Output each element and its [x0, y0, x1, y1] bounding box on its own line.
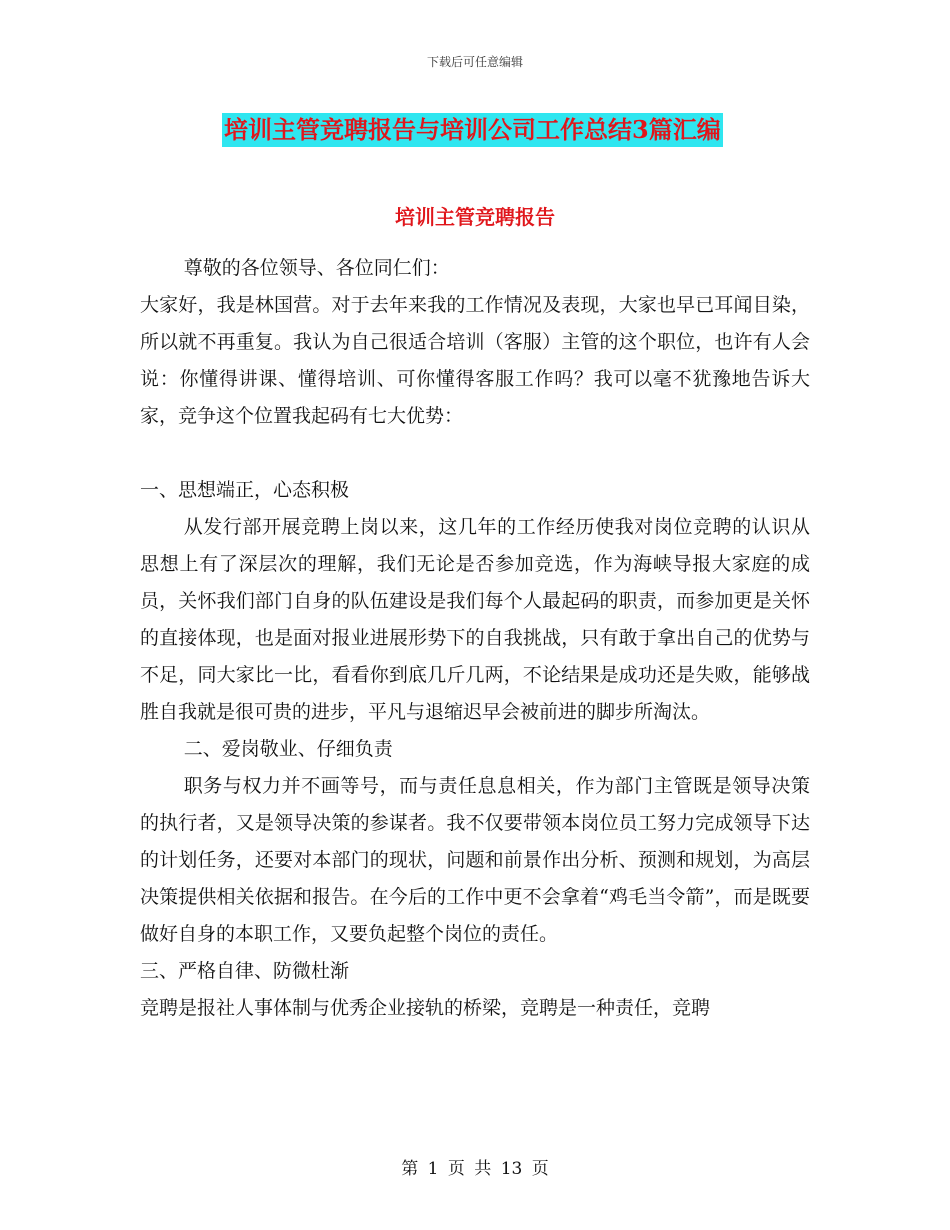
- document-title: 培训主管竞聘报告与培训公司工作总结3篇汇编: [222, 113, 723, 147]
- heading-point-2: 二、爱岗敬业、仔细负责: [183, 738, 393, 760]
- paragraph-intro: 大家好，我是林国营。对于去年来我的工作情况及表现，大家也早已耳闻目染，所以就不再重复。我认为自己很适合培训（客服）主管的这个职位，也许有人会说：你懂得讲课、懂得培训、可你懂得客服工作吗？我可以毫不犹豫地告诉大家，竞争这个位置我起码有七大优势：: [140, 294, 810, 427]
- body-text: [140, 250, 810, 1027]
- header-note: 下载后可任意编辑: [426, 55, 523, 69]
- paragraph-point-1: 从发行部开展竞聘上岗以来，这几年的工作经历使我对岗位竞聘的认识从思想上有了深层次的理解，我们无论是否参加竞选，作为海峡导报大家庭的成员，关怀我们部门自身的队伍建设是我们每个人最起码的职责，而参加更是关怀的直接体现，也是面对报业进展形势下的自我挑战，只有敢于拿出自己的优势与不足，同大家比一比，看看你到底几斤几两，不论结果是成功还是失败，能够战胜自我就是很可贵的进步，平凡与退缩迟早会被前进的脚步所淘汰。: [140, 516, 810, 723]
- salutation: 尊敬的各位领导、各位同仁们：: [183, 257, 450, 279]
- paragraph-point-2: 职务与权力并不画等号，而与责任息息相关，作为部门主管既是领导决策的执行者，又是领导决策的参谋者。我不仅要带领本岗位员工努力完成领导下达的计划任务，还要对本部门的现状，问题和前景作出分析、预测和规划，为高层决策提供相关依据和报告。在今后的工作中更不会拿着“鸡毛当令箭”，而是既要做好自身的本职工作，又要负起整个岗位的责任。: [140, 775, 810, 945]
- page-footer: 第 1 页 共 13 页: [401, 1159, 549, 1179]
- section-title: 培训主管竞聘报告: [395, 205, 555, 229]
- heading-point-3: 三、严格自律、防微杜渐: [140, 960, 350, 982]
- paragraph-point-3: 竞聘是报社人事体制与优秀企业接轨的桥梁，竞聘是一种责任，竞聘: [140, 997, 711, 1019]
- heading-point-1: 一、思想端正，心态积极: [140, 479, 350, 501]
